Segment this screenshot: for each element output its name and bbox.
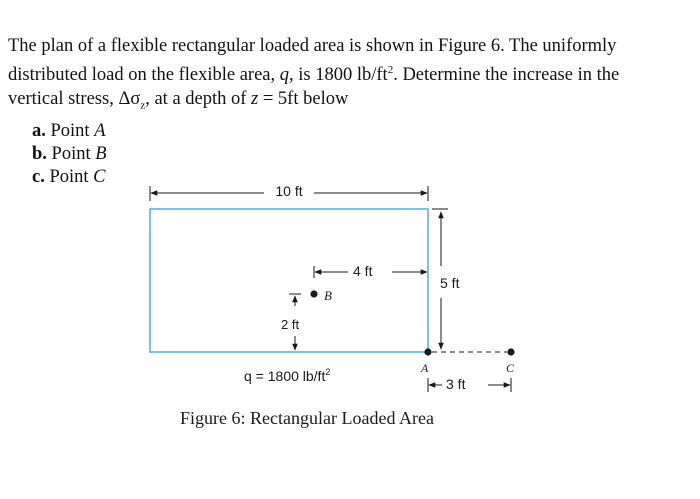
figure-caption: Figure 6: Rectangular Loaded Area <box>180 408 434 428</box>
part-a: a. Point A <box>32 120 106 141</box>
point-b-marker <box>310 290 317 297</box>
dim-height-label: 5 ft <box>440 275 460 291</box>
dimension-c-offset <box>428 378 511 392</box>
dim-b-vertical-label: 2 ft <box>281 317 300 332</box>
q-symbol: q <box>279 65 290 86</box>
statement-line-2: distributed load on the flexible area, q, is 1800 $lb/ft^2$. Determine the increase in the <box>8 64 620 86</box>
point-c-marker <box>507 348 514 355</box>
statement-line-1: The plan of a flexible rectangular loaded area is shown in Figure 6. The uniformly <box>8 36 617 56</box>
point-c-label: C <box>506 361 515 375</box>
point-b-label: B <box>324 288 332 303</box>
load-label: q = 1800 $lb/ft^2$ <box>244 367 331 384</box>
z-symbol: z <box>251 89 259 110</box>
statement-line-3: vertical stress, $\Delta\sigma_z$, at a depth of z = 5ft below <box>8 89 349 112</box>
point-a-label: A <box>421 361 429 375</box>
dim-c-offset-label: 3 ft <box>446 376 466 392</box>
part-b: b. Point B <box>32 143 107 164</box>
part-c: c. Point C <box>32 166 106 187</box>
dim-width-label: 10 ft <box>275 183 303 199</box>
dim-b-horizontal-label: 4 ft <box>353 263 373 279</box>
point-a-marker <box>424 348 431 355</box>
